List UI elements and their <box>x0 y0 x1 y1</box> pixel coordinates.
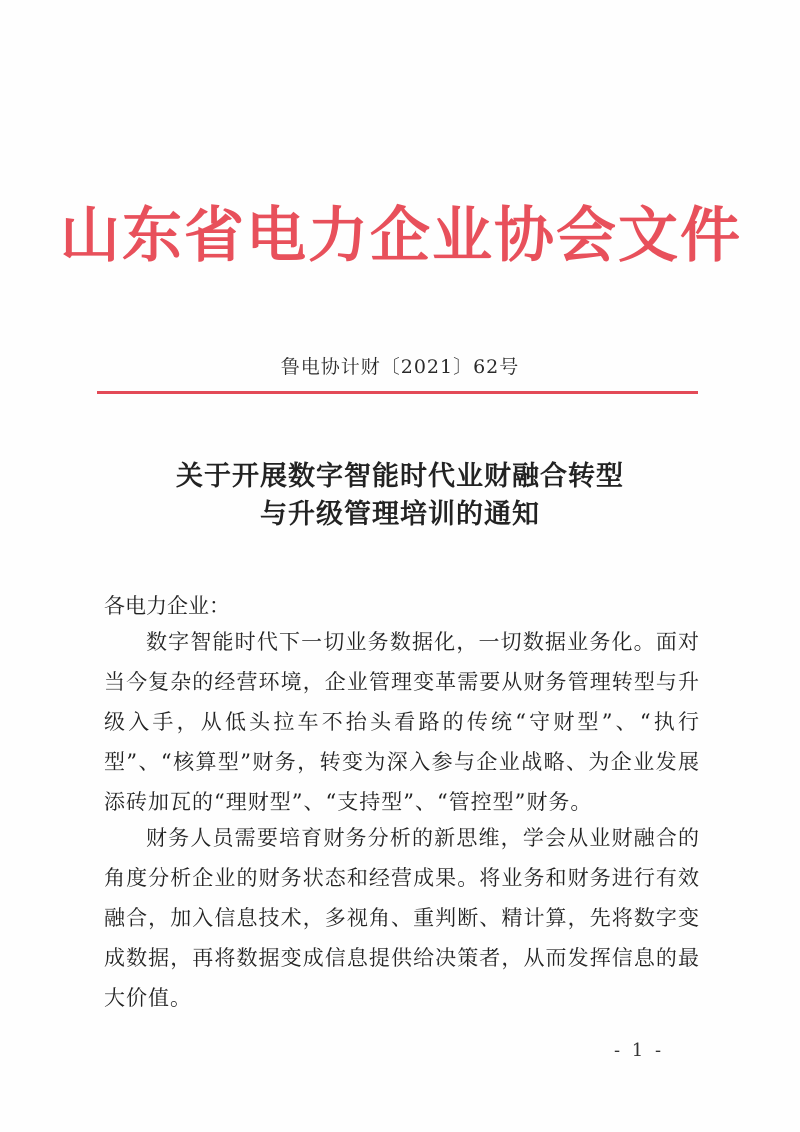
issuer-header-title: 山东省电力企业协会文件 <box>60 201 742 271</box>
notice-title-line-1: 关于开展数字智能时代业财融合转型 <box>176 461 624 492</box>
notice-title-line-2: 与升级管理培训的通知 <box>260 499 540 530</box>
body-paragraph-2: 财务人员需要培育财务分析的新思维，学会从业财融合的角度分析企业的财务状态和经营成果。将业务和财务进行有效融合，加入信息技术，多视角、重判断、精计算，先将数字变成数据，再将数据变成信息提供给决策者，从而发挥信息的最大价值。 <box>104 826 700 1010</box>
body-paragraph-1: 数字智能时代下一切业务数据化，一切数据业务化。面对当今复杂的经营环境，企业管理变革需要从财务管理转型与升级入手，从低头拉车不抬头看路的传统“守财型”、“执行型”、“核算型”财务，转变为深入参与企业战略、为企业发展添砖加瓦的“理财型”、“支持型”、“管控型”财务。 <box>104 630 700 814</box>
page-number: - 1 - <box>614 1040 665 1061</box>
notice-title <box>80 458 720 534</box>
document-number: 鲁电协计财〔2021〕62号 <box>280 356 520 378</box>
red-divider-line <box>97 391 698 394</box>
addressee: 各电力企业： <box>104 594 230 618</box>
